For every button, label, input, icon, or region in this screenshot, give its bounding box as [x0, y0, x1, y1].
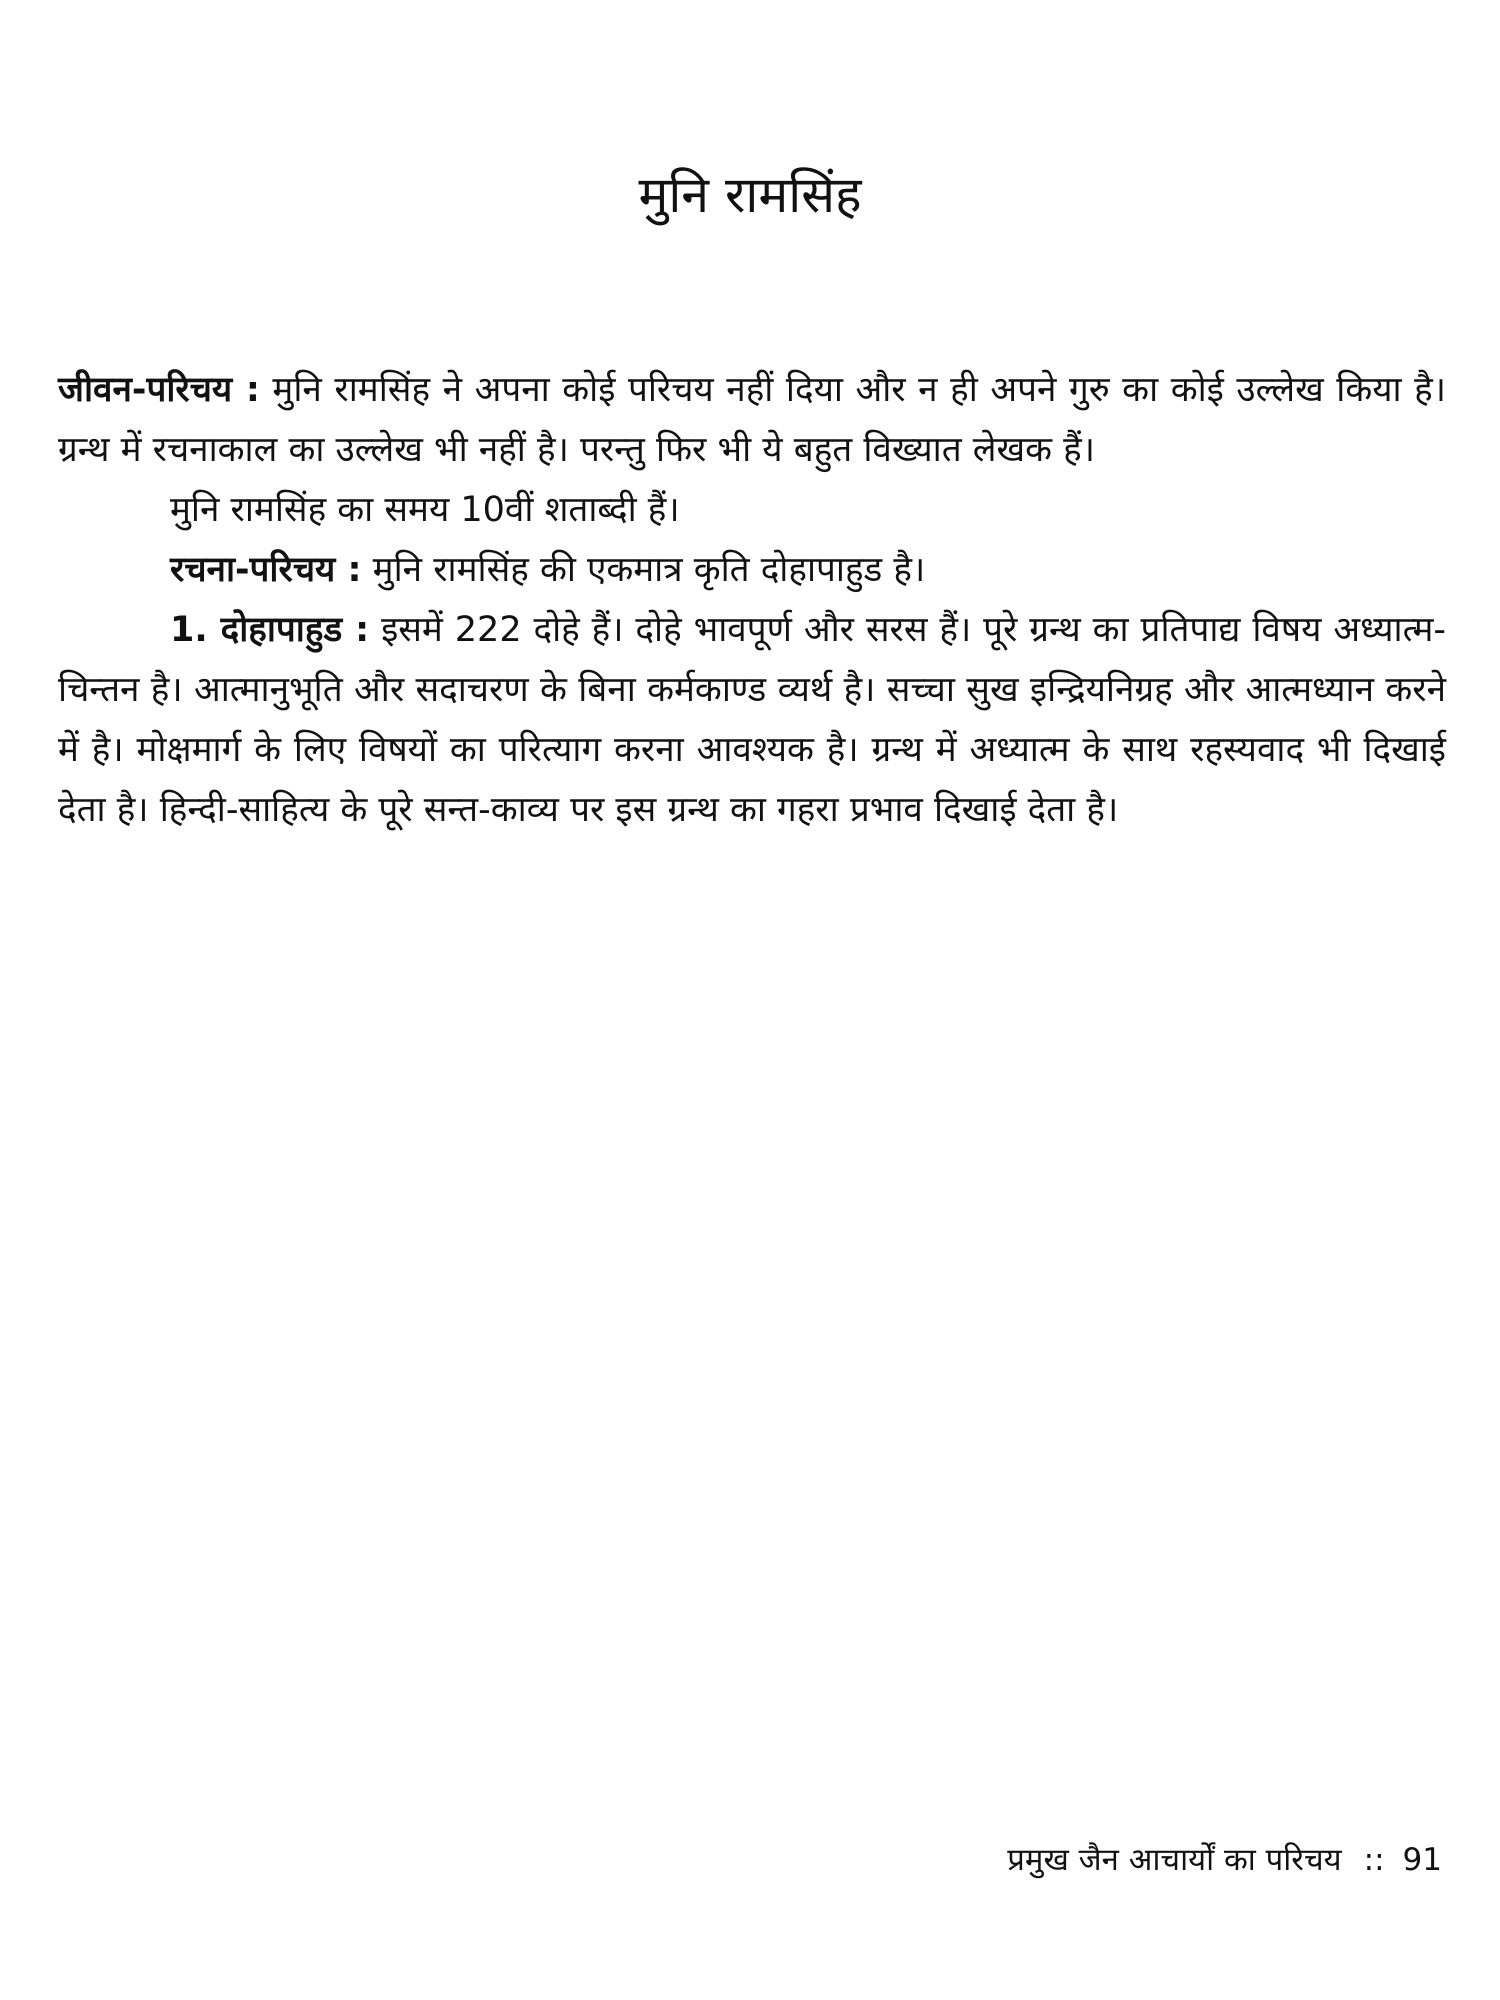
text-samay: मुनि रामसिंह का समय 10वीं शताब्दी हैं। — [170, 490, 680, 530]
footer-separator: :: — [1363, 1842, 1385, 1878]
heading-dohapahud: 1. दोहापाहुड : — [170, 610, 370, 650]
paragraph-rachna-parichay — [58, 540, 1446, 600]
paragraph-dohapahud — [58, 600, 1446, 840]
paragraph-samay — [58, 480, 1446, 540]
text-rachna-parichay: मुनि रामसिंह की एकमात्र कृति दोहापाहुड है। — [361, 550, 926, 590]
page-footer — [1007, 1838, 1442, 1882]
paragraph-jeevan-parichay — [58, 360, 1446, 480]
text-jeevan-parichay: मुनि रामसिंह ने अपना कोई परिचय नहीं दिया और न ही अपने गुरु का कोई उल्लेख किया है। ग्रन्थ में रचनाकाल का उल्लेख भी नहीं है। परन्तु फिर भी ये बहुत विख्यात लेखक हैं। — [58, 370, 1446, 470]
text-dohapahud: इसमें 222 दोहे हैं। दोहे भावपूर्ण और सरस हैं। पूरे ग्रन्थ का प्रतिपाद्य विषय अध्यात्म-चिन्तन है। आत्मानुभूति और सदाचरण के बिना कर्मकाण्ड व्यर्थ है। सच्चा सुख इन्द्रियनिग्रह और आत्मध्यान करने में है। मोक्षमार्ग के लिए विषयों का परित्याग करना आवश्यक है। ग्रन्थ में अध्यात्म के साथ रहस्यवाद भी दिखाई देता है। हिन्दी-साहित्य के पूरे सन्त-काव्य पर इस ग्रन्थ का गहरा प्रभाव दिखाई देता है। — [58, 610, 1447, 830]
page-number: 91 — [1402, 1842, 1442, 1878]
heading-jeevan-parichay: जीवन-परिचय : — [58, 370, 260, 410]
page-title: मुनि रामसिंह — [638, 166, 862, 224]
page-body — [58, 360, 1446, 840]
running-title: प्रमुख जैन आचार्यों का परिचय — [1007, 1842, 1342, 1878]
heading-rachna-parichay: रचना-परिचय : — [170, 550, 362, 590]
